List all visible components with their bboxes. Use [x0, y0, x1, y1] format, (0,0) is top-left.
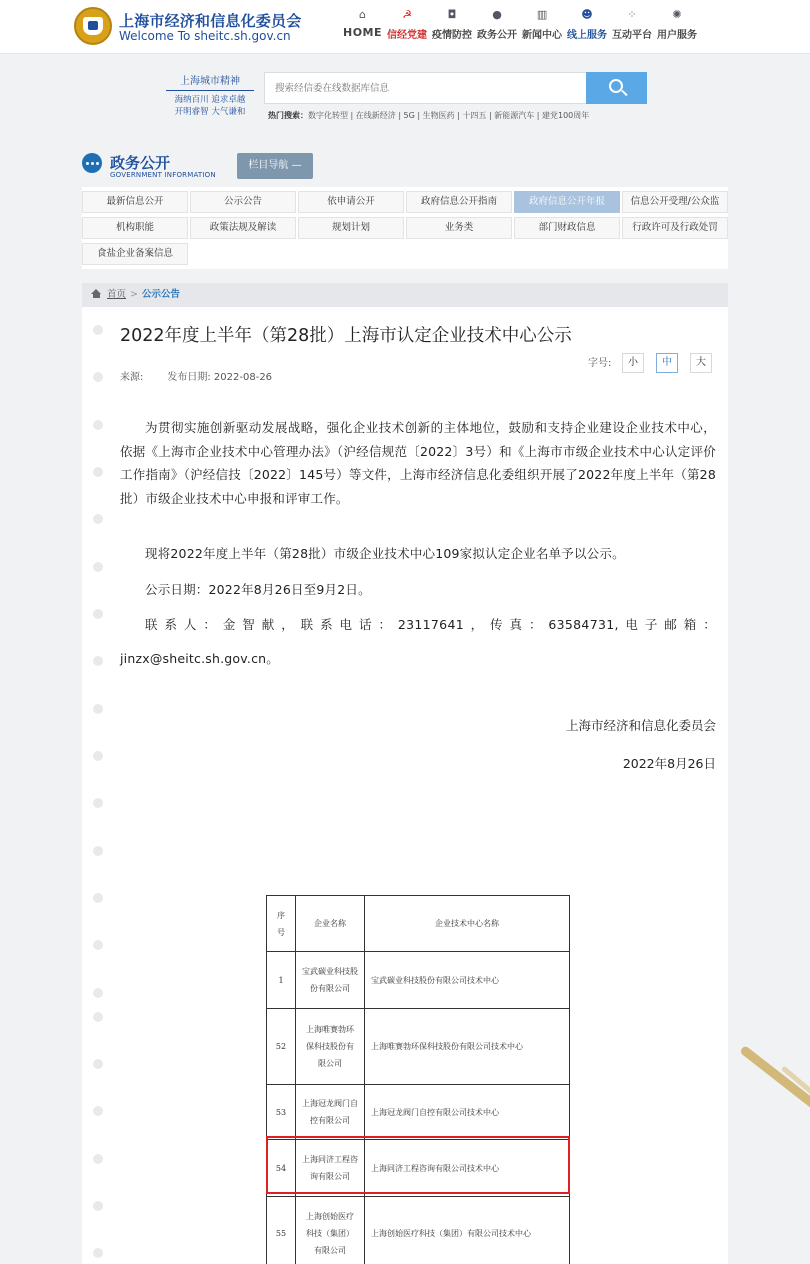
- row-no: 55: [267, 1197, 296, 1264]
- article-paragraph-2: 现将2022年度上半年（第28批）市级企业技术中心109家拟认定企业名单予以公示。: [145, 546, 625, 561]
- nav-party[interactable]: [387, 8, 427, 48]
- home-icon: ⌂: [359, 8, 366, 21]
- margin-dot: [93, 325, 103, 335]
- nav-news[interactable]: [522, 8, 562, 48]
- chat-icon: ●: [492, 8, 502, 21]
- font-size-large-button[interactable]: 大: [690, 353, 712, 373]
- margin-dot: [93, 1059, 103, 1069]
- nav-epidemic-label: 疫情防控: [432, 30, 473, 41]
- row-company: 上海创始医疗科技（集团）有限公司: [296, 1197, 365, 1264]
- margin-dot: [93, 704, 103, 714]
- sparkle-icon: ✺: [672, 8, 682, 21]
- margin-dot: [93, 514, 103, 524]
- nav-party-label: 信经党建: [387, 30, 428, 41]
- nav-home[interactable]: [343, 8, 382, 48]
- nav-gov-info-label: 政务公开: [477, 30, 518, 41]
- article-sign-date: 2022年8月26日: [622, 756, 716, 771]
- search-button[interactable]: [586, 72, 647, 104]
- category-salt-filing[interactable]: 食盐企业备案信息: [82, 243, 188, 265]
- article-meta: [120, 368, 272, 383]
- margin-dot: [93, 467, 103, 477]
- font-size-small-button[interactable]: 小: [622, 353, 644, 373]
- row-company: 上海同济工程咨询有限公司: [296, 1140, 365, 1197]
- top-header: [0, 0, 810, 54]
- nav-epidemic[interactable]: [432, 8, 472, 48]
- background-streak: [732, 1004, 810, 1264]
- row-center: 上海同济工程咨询有限公司技术中心: [365, 1140, 570, 1197]
- margin-dot: [93, 609, 103, 619]
- category-business[interactable]: 业务类: [406, 217, 512, 239]
- row-center: 上海唯赛勃环保科技股份有限公司技术中心: [365, 1009, 570, 1085]
- margin-dot: [93, 893, 103, 903]
- margin-dot: [93, 1106, 103, 1116]
- category-latest[interactable]: 最新信息公开: [82, 191, 188, 213]
- table-row: [267, 1009, 570, 1085]
- margin-dot: [93, 751, 103, 761]
- article-signature: 上海市经济和信息化委员会: [565, 718, 716, 733]
- breadcrumb: [82, 283, 728, 307]
- nav-user-service[interactable]: [657, 8, 697, 48]
- article-contact-email[interactable]: jinzx@sheitc.sh.gov.cn。: [120, 651, 279, 666]
- row-center: 宝武碳业科技股份有限公司技术中心: [365, 952, 570, 1009]
- column-nav-button[interactable]: 栏目导航 —: [237, 153, 313, 179]
- city-spirit-line2: 开明睿智 大气谦和: [174, 107, 246, 117]
- category-on-request[interactable]: 依申请公开: [298, 191, 404, 213]
- table-row: [267, 952, 570, 1009]
- row-company: 宝武碳业科技股份有限公司: [296, 952, 365, 1009]
- government-emblem-icon[interactable]: [74, 7, 112, 45]
- highlight-box: [266, 1136, 570, 1194]
- font-size-medium-button[interactable]: 中: [656, 353, 678, 373]
- breadcrumb-separator: >: [130, 289, 138, 300]
- margin-dot: [93, 1248, 103, 1258]
- table-row: [267, 1085, 570, 1140]
- header-company: 企业名称: [296, 896, 365, 952]
- nav-news-label: 新闻中心: [522, 30, 563, 41]
- article-paragraph-1: 为贯彻实施创新驱动发展战略，强化企业技术创新的主体地位，鼓励和支持企业建设企业技术中心，依据《上海市企业技术中心管理办法》（沪经信规范〔2022〕3号）和《上海市市级企业技术中心认定评价工作指南》（沪经信技〔2022〕145号）等文件，上海市经济信息化委组织开展了2022年度上半年（第28批）市级企业技术中心申报和评审工作。: [120, 420, 716, 507]
- hot-search-label: 热门搜索：: [268, 111, 308, 120]
- chat-bubble-icon: [82, 153, 102, 173]
- margin-dot: [93, 798, 103, 808]
- hot-search: [268, 110, 589, 121]
- row-center: 上海创始医疗科技（集团）有限公司技术中心: [365, 1197, 570, 1264]
- category-panel: [82, 187, 728, 269]
- margin-dot: [93, 988, 103, 998]
- margin-dot: [93, 940, 103, 950]
- header-center: 企业技术中心名称: [365, 896, 570, 952]
- margin-dot: [93, 1012, 103, 1022]
- margin-dot: [93, 420, 103, 430]
- breadcrumb-current[interactable]: 公示公告: [141, 289, 180, 300]
- city-spirit-title: 上海城市精神: [166, 72, 254, 91]
- row-company: 上海唯赛勃环保科技股份有限公司: [296, 1009, 365, 1085]
- news-icon: ▥: [536, 8, 548, 21]
- article-source: 来源:: [120, 372, 144, 383]
- category-acceptance[interactable]: 信息公开受理/公众监: [622, 191, 728, 213]
- category-policies[interactable]: 政策法规及解读: [190, 217, 296, 239]
- breadcrumb-home[interactable]: 首页: [107, 289, 127, 300]
- hot-search-terms[interactable]: 数字化转型 | 在线新经济 | 5G | 生物医药 | 十四五 | 新能源汽车 | 建党100周年: [308, 111, 590, 120]
- row-no: 52: [267, 1009, 296, 1085]
- row-center: 上海冠龙阀门自控有限公司技术中心: [365, 1085, 570, 1140]
- category-guide[interactable]: 政府信息公开指南: [406, 191, 512, 213]
- nav-home-label: HOME: [343, 26, 383, 39]
- nav-online-service-label: 线上服务: [567, 30, 608, 41]
- row-no: 53: [267, 1085, 296, 1140]
- article-contact: 联系人：金智献，联系电话：23117641，传真：63584731,电子邮箱：: [145, 617, 716, 632]
- nav-gov-info[interactable]: [477, 8, 517, 48]
- nav-online-service[interactable]: [567, 8, 607, 48]
- margin-dot: [93, 1201, 103, 1211]
- article-title: 2022年度上半年（第28批）上海市认定企业技术中心公示: [120, 326, 572, 346]
- company-list-table: [266, 895, 570, 1264]
- header-no: 序号: [267, 896, 296, 952]
- row-no: 54: [267, 1140, 296, 1197]
- margin-dot: [93, 562, 103, 572]
- margin-dot: [93, 846, 103, 856]
- font-size-label: 字号:: [588, 358, 612, 369]
- interaction-icon: ⁘: [627, 8, 637, 21]
- service-user-icon: ☻: [581, 8, 593, 21]
- row-no: 1: [267, 952, 296, 1009]
- home-icon: [91, 289, 102, 298]
- site-subtitle[interactable]: Welcome To sheitc.sh.gov.cn: [119, 29, 291, 43]
- category-functions[interactable]: 机构职能: [82, 217, 188, 239]
- city-spirit: [166, 72, 254, 118]
- nav-interaction[interactable]: [612, 8, 652, 48]
- margin-dot: [93, 1154, 103, 1164]
- row-company: 上海冠龙阀门自控有限公司: [296, 1085, 365, 1140]
- nav-interaction-label: 互动平台: [612, 30, 653, 41]
- main-nav: [343, 8, 702, 48]
- category-licensing[interactable]: 行政许可及行政处罚: [622, 217, 728, 239]
- nav-user-service-label: 用户服务: [657, 30, 698, 41]
- category-plans[interactable]: 规划计划: [298, 217, 404, 239]
- site-title[interactable]: 上海市经济和信息化委员会: [119, 12, 302, 30]
- article-paragraph-3: 公示日期：2022年8月26日至9月2日。: [145, 582, 371, 597]
- search-input[interactable]: [264, 72, 586, 104]
- party-icon: ☭: [402, 8, 412, 21]
- margin-dot: [93, 372, 103, 382]
- section-subtitle: GOVERNMENT INFORMATION: [110, 171, 216, 179]
- category-annual-report[interactable]: 政府信息公开年报: [514, 191, 620, 213]
- category-finance[interactable]: 部门财政信息: [514, 217, 620, 239]
- section-title: 政务公开: [110, 154, 171, 172]
- medical-kit-icon: ◘: [447, 8, 457, 21]
- article-date: 发布日期: 2022-08-26: [167, 372, 273, 383]
- table-header-row: [267, 896, 570, 952]
- table-row: [267, 1197, 570, 1264]
- category-notice[interactable]: 公示公告: [190, 191, 296, 213]
- city-spirit-line1: 海纳百川 追求卓越: [174, 95, 246, 105]
- margin-dot: [93, 656, 103, 666]
